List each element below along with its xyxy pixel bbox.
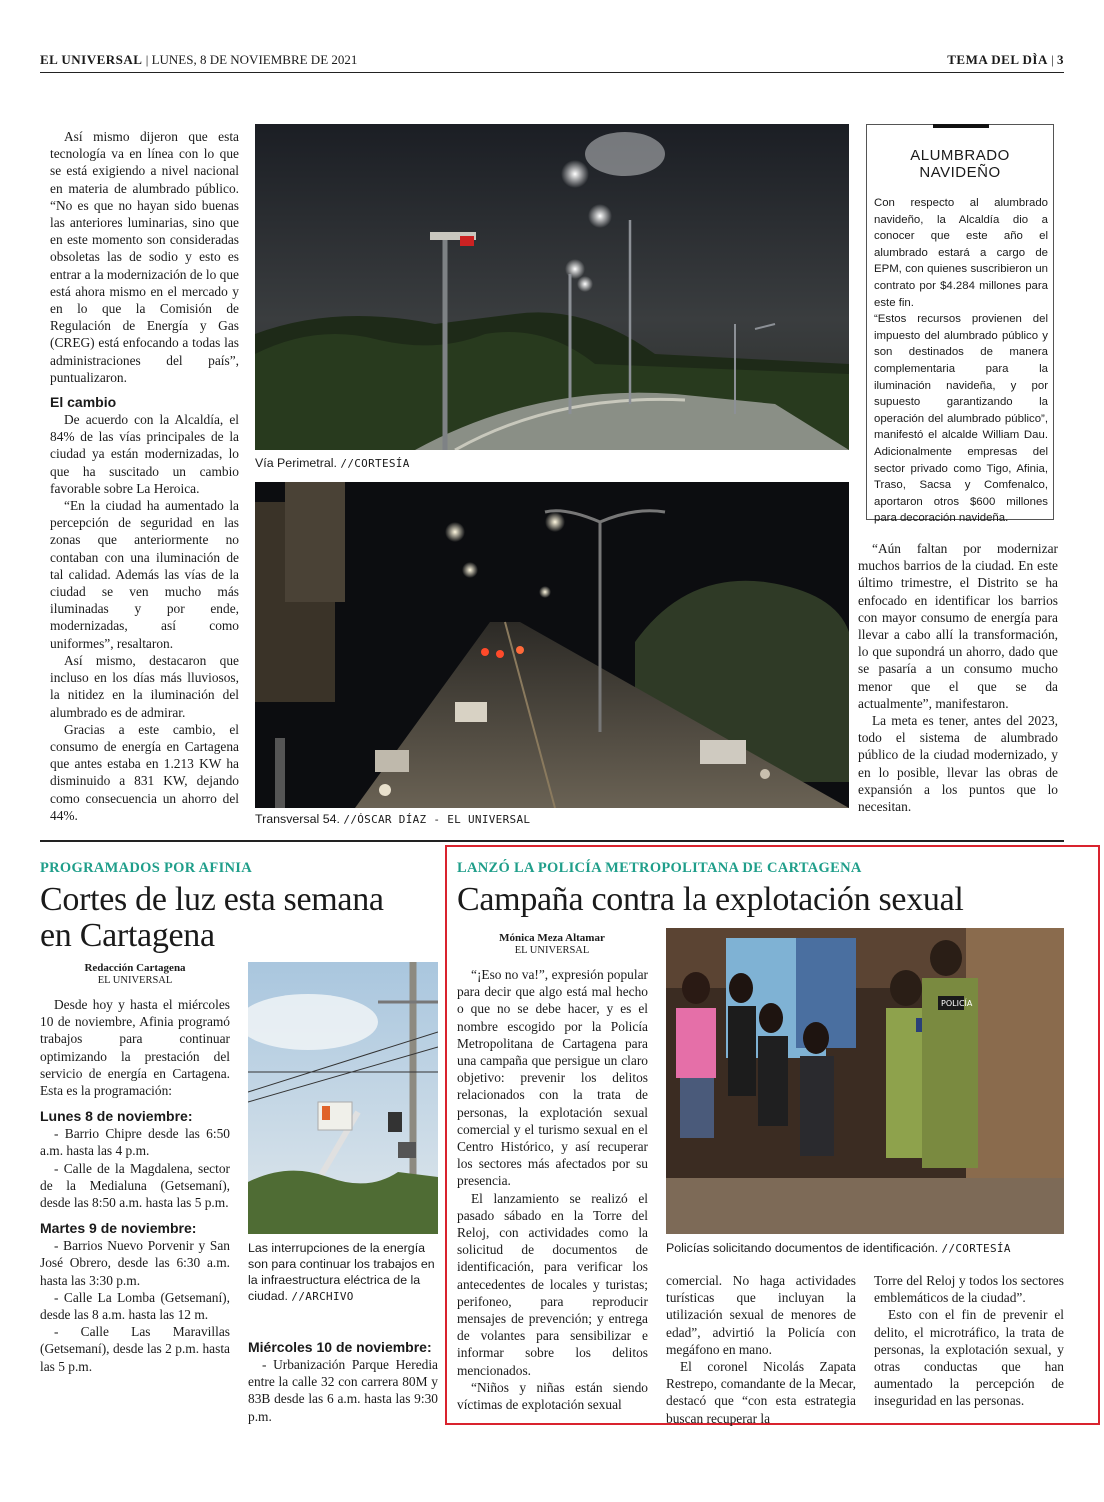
traffic-night-image [255,482,849,808]
caption-credit: //ÓSCAR DÍAZ - EL UNIVERSAL [343,813,531,826]
sidebar-box [866,124,1054,525]
schedule-day: Lunes 8 de noviembre: [40,1108,193,1125]
caption-credit: //CORTESÍA [340,457,410,470]
cortes-column-2 [248,1338,438,1425]
sidebar-tab [933,124,989,128]
bucket-truck-image [248,962,438,1234]
paragraph: “En la ciudad ha aumentado la percepción de seguridad en las zonas que anteriormente no contaban con una iluminación de tal calidad. Además las vías de la ciudad se ven mucho más iluminadas y por ende, modernizadas, así como uniformes”, resaltaron. [50,498,239,651]
header-separator: | [145,52,152,67]
paragraph: Así mismo dijeron que esta tecnología va en línea con lo que se está exigiendo a nivel nacional en materia de alumbrado público. “No es que no hayan sido buenas las anteriores luminarias, sino que en este momento son consideradas obsoletas las de sodio y esto es entrar a la modernización de lo que está ahora mismo en el mercado y en lo que la Comisión de Regulación de Energía y Gas (CREG) está enfocando a todas las administraciones del país”, puntualizaron. [50,129,239,385]
schedule-day: Martes 9 de noviembre: [40,1220,197,1237]
paragraph: Desde hoy y hasta el miércoles 10 de noviembre, Afinia programó trabajos para continuar optimizando la prestación del servicio de energía en Cartagena. Esta es la programación: [40,997,230,1099]
caption-text: Vía Perimetral. [255,456,337,470]
byline-org: EL UNIVERSAL [97,975,173,986]
byline-name: Redacción Cartagena [84,962,186,974]
schedule-item: - Calle de la Magdalena, sector de la Medialuna (Getsemaní), desde las 8:50 a.m. hasta las 5 p.m. [40,1160,230,1211]
caption-credit: //ARCHIVO [291,1290,354,1303]
schedule-item: - Urbanización Parque Heredia entre la calle 32 con carrera 80M y 83B desde las 6 a.m. hasta las 9:30 p.m. [248,1357,438,1424]
byline-name: Mónica Meza Altamar [499,932,605,944]
masthead [40,52,357,68]
photo-via-perimetral [255,124,849,450]
caption-text: Las interrupciones de la energía son para continuar los trabajos en la infraestructura eléctrica de la ciudad. [248,1241,435,1303]
schedule-day: Miércoles 10 de noviembre: [248,1339,432,1355]
top-story-column-3 [858,540,1058,815]
header-rule [40,72,1064,73]
vest-label: POLICÍA [941,999,973,1008]
photo-police-caption [666,1240,1066,1257]
night-road-image [255,124,849,450]
section-label [947,52,1064,68]
caption-text: Transversal 54. [255,812,340,826]
sidebar-body [874,195,1048,527]
schedule-item: - Barrios Nuevo Porvenir y San José Obrero, desde las 6:30 a.m. hasta las 3:30 p.m. [40,1238,230,1288]
cortes-headline: Cortes de luz esta semana en Cartagena [40,881,384,954]
paragraph: El coronel Nicolás Zapata Restrepo, comandante de la Mecar, destacó que “con esta estrategia buscan recuperar la [666,1359,856,1426]
sidebar-paragraph: Con respecto al alumbrado navideño, la Alcaldía dio a conocer que este año el alumbrado estará a cargo de EPM, con quienes suscribieron un contrato por $4.284 millones para este fin. [874,197,1048,309]
top-story-column-1 [50,128,239,824]
schedule-item: - Barrio Chipre desde las 6:50 a.m. hasta las 4 p.m. [40,1126,230,1159]
cortes-column-1 [40,996,230,1375]
paragraph: “Niños y niñas están siendo víctimas de explotación sexual [457,1379,648,1413]
campaign-column-1 [457,966,648,1413]
photo-via-perimetral-caption [255,455,410,472]
photo-police-campaign [666,928,1064,1234]
sidebar-title: ALUMBRADO NAVIDEÑO [910,147,1010,181]
paper-name: EL UNIVERSAL [40,52,143,67]
campaign-column-3 [874,1272,1064,1410]
photo-transversal-54 [255,482,849,808]
cortes-kicker: PROGRAMADOS POR AFINIA [40,860,253,876]
paragraph: La meta es tener, antes del 2023, todo el sistema de alumbrado público de la ciudad modernizado, y en lo posible, llevar las obras de expansión a los puntos que lo necesitan. [858,713,1058,815]
issue-date: LUNES, 8 DE NOVIEMBRE DE 2021 [151,52,358,67]
campaign-headline: Campaña contra la explotación sexual [457,881,964,918]
campaign-column-2 [666,1272,856,1427]
header-separator-right: | [1051,52,1057,67]
paragraph: Así mismo, destacaron que incluso en los días más lluviosos, la nitidez en la iluminación del alumbrado es de admirar. [50,652,239,720]
paragraph: Gracias a este cambio, el consumo de energía en Cartagena que antes estaba en 1.213 KW ha disminuido a 831 KW, dejando como consecuencia un ahorro del 44%. [50,721,239,823]
campaign-byline [457,932,647,957]
paragraph: De acuerdo con la Alcaldía, el 84% de las vías principales de la ciudad ya están modernizadas, lo que ha suscitado un cambio favorable sobre La Heroica. [50,412,239,496]
paragraph: Torre del Reloj y todos los sectores emblemáticos de la ciudad”. [874,1273,1064,1306]
paragraph: “¡Eso no va!”, expresión popular para decir que algo está mal hecho o que no se debe hacer, y es el nombre escogido por la Policía Metropolitana de Cartagena para una campaña que persigue un claro objetivo: prevenir los delitos relacionados con la trata de personas, la explotación sexual comercial y el turismo sexual en el Centro Histórico, y así recuperar los sectores más afectados por su presencia. [457,967,648,1189]
page-number: 3 [1057,52,1064,67]
photo-power-lines [248,962,438,1234]
police-checking-ids-image [666,928,1064,1234]
paragraph: “Aún faltan por modernizar muchos barrios de la ciudad. En este último trimestre, el Distrito se ha enfocado en identificar los barrios con mayor consumo de energía para llevar a cabo allí la transformación, lo que supondrá un ahorro, dado que se pasaría a un consumo mucho menor que el que se da actualmente”, manifestaron. [858,541,1058,711]
paragraph: Esto con el fin de prevenir el delito, el microtráfico, la trata de personas, la explotación sexual, y otras conductas que han aumentado la percepción de inseguridad en las personas. [874,1307,1064,1409]
cortes-byline [40,962,230,987]
section-name: TEMA DEL DÌA [947,52,1048,67]
byline-org: EL UNIVERSAL [514,945,590,956]
photo-transversal-caption [255,811,530,828]
sidebar-paragraph: “Estos recursos provienen del impuesto del alumbrado público y son destinados de manera complementaria para la iluminación navideña, y por supuesto garantizando la operación del alumbrado público”, manifestó el alcalde William Dau. Adicionalmente empresas del sector privado como Tigo, Afinia, Traso, Sacsa y Comfenalco, aportaron otros $600 millones para decoración navideña. [874,313,1048,525]
paragraph: El lanzamiento se realizó el pasado sábado en la Torre del Reloj, con actividades como la solicitud de documentos de identificación, para verificar los antecedentes de locales y turistas; perifoneo, para reproducir mensajes de prevención; y entrega de volantes para sensibilizar e informar sobre los delitos mencionados. [457,1190,648,1378]
caption-text: Policías solicitando documentos de identificación. [666,1241,939,1255]
photo-power-lines-caption [248,1240,443,1305]
subhead: El cambio [50,394,117,411]
schedule-item: - Calle La Lomba (Getsemaní), desde las 8 a.m. hasta las 12 m. [40,1289,230,1323]
paragraph: comercial. No haga actividades turísticas que incluyan la utilización sexual de menores de edad”, advirtió la Policía con megáfono en mano. [666,1273,856,1357]
campaign-kicker: LANZÓ LA POLICÍA METROPOLITANA DE CARTAGENA [457,860,862,876]
schedule-item: - Calle Las Maravillas (Getsemaní), desde las 2 p.m. hasta las 5 p.m. [40,1324,230,1374]
section-divider [40,840,1064,842]
caption-credit: //CORTESÍA [941,1242,1011,1255]
